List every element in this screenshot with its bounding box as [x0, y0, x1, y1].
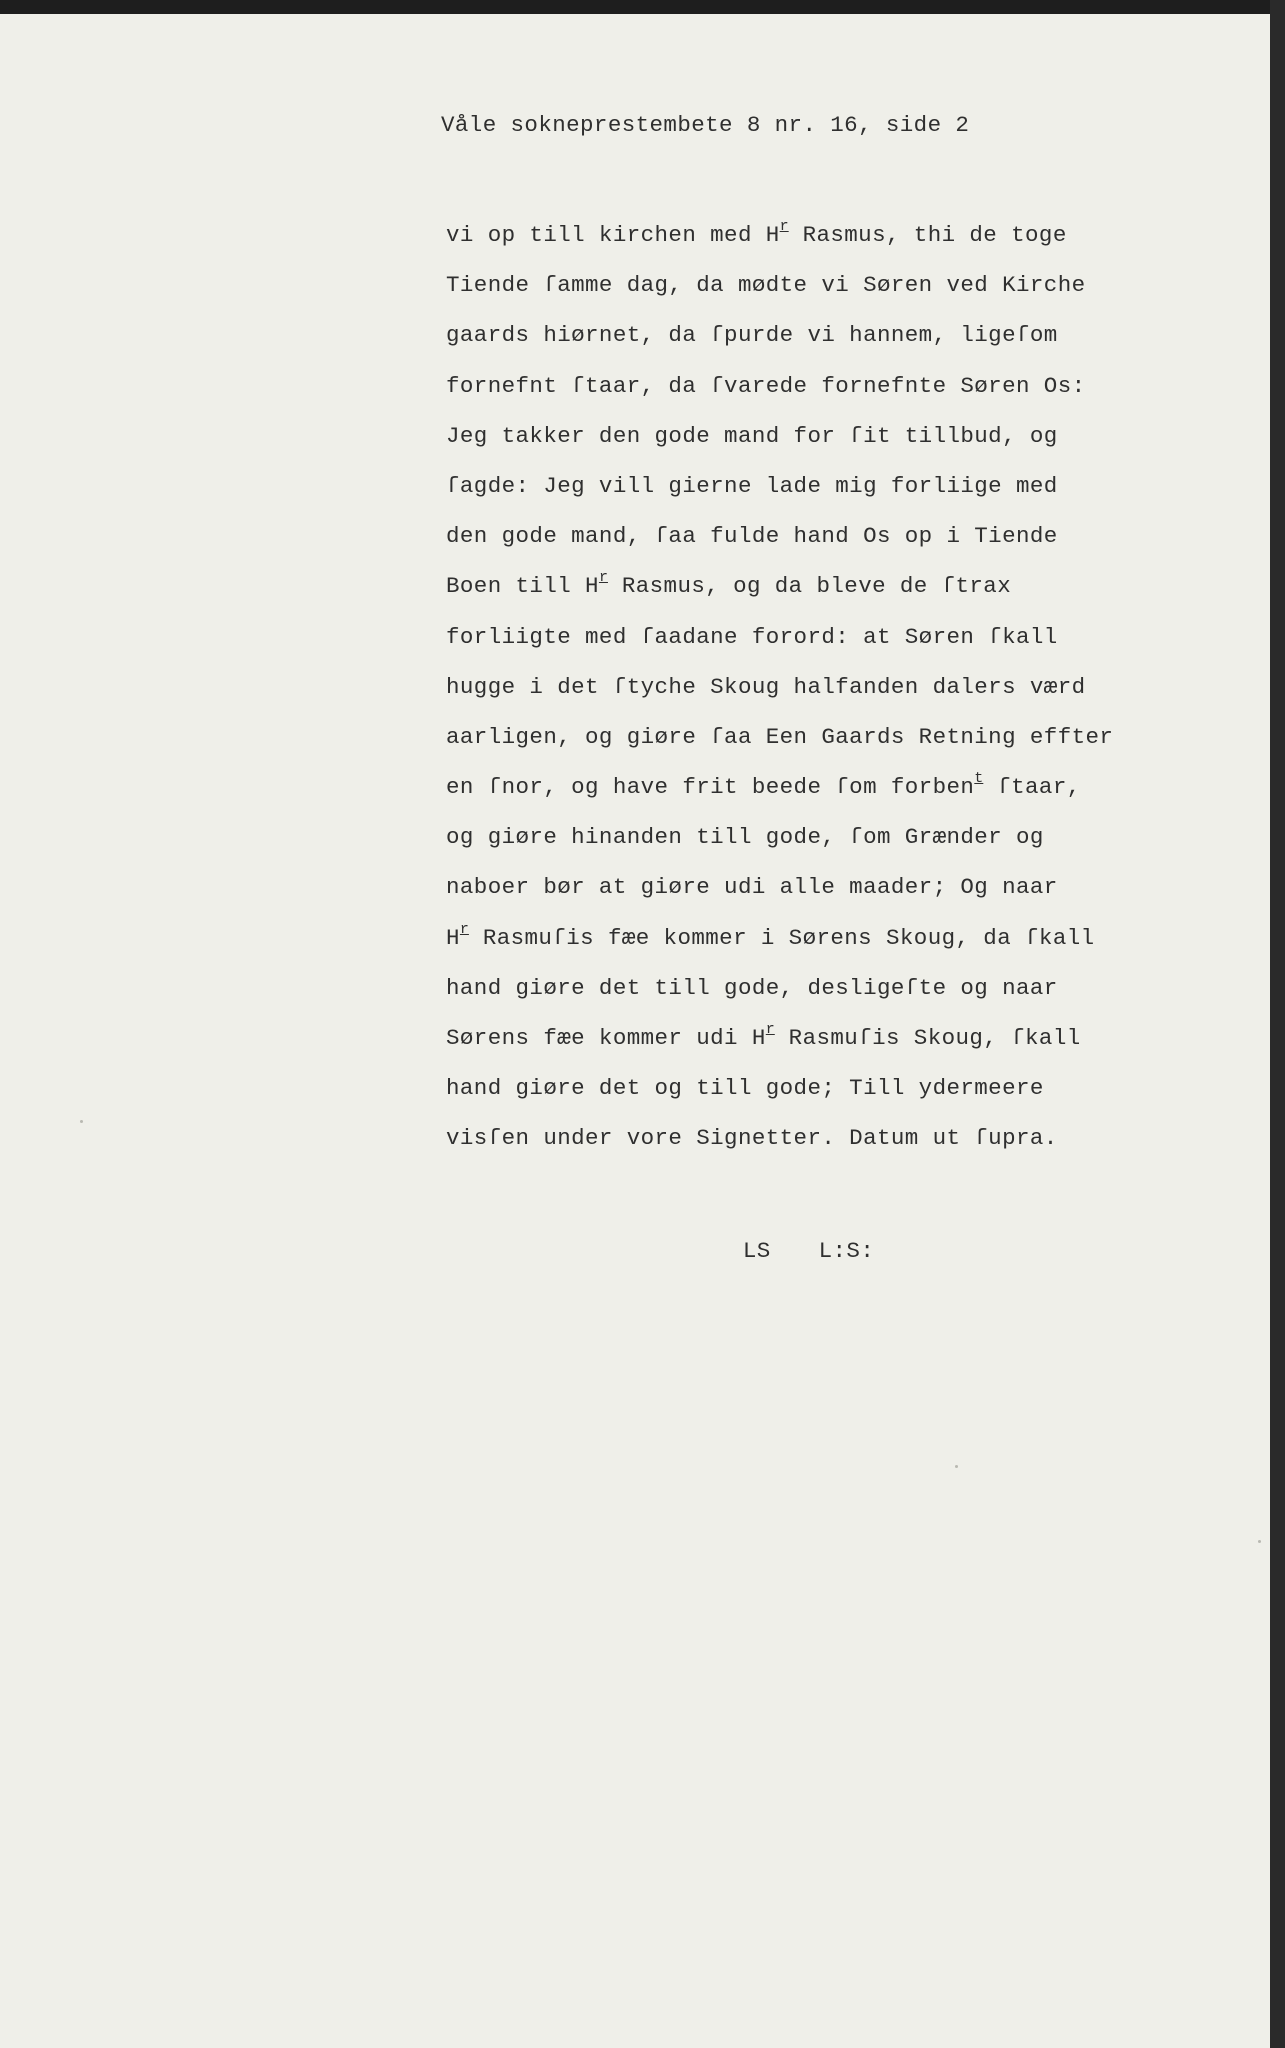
text-line [446, 612, 1113, 662]
text-line [446, 913, 1113, 963]
document-header: Våle sokneprestembete 8 nr. 16, side 2 [441, 112, 970, 138]
scan-edge [1270, 0, 1285, 2048]
text-segment: Rasmuſis fæe kommer i Sørens Skoug, da ſkall [468, 924, 1095, 951]
text-segment: Rasmus, og da bleve de ſtrax [607, 573, 1012, 600]
text-line [446, 461, 1113, 511]
text-segment: H [446, 924, 460, 951]
text-segment: en ſnor, og have frit beede ſom forben [446, 774, 975, 801]
text-segment: Rasmuſis Skoug, ſkall [774, 1025, 1081, 1051]
text-line [446, 862, 1113, 912]
speck [1258, 1540, 1261, 1543]
seal-right: L:S: [818, 1238, 875, 1264]
speck [80, 1120, 83, 1123]
superscript-abbrev: r [765, 1021, 775, 1038]
text-line [446, 762, 1113, 812]
superscript-abbrev: r [459, 920, 469, 938]
text-segment: hugge i det ſtyche Skoug halfanden dalers værd [446, 673, 1086, 700]
text-segment: visſen under vore Signetter. Datum ut ſupra. [446, 1125, 1058, 1152]
seal-left: LS [742, 1238, 771, 1264]
text-segment: den gode mand, ſaa fulde hand Os op i Tiende [446, 523, 1058, 550]
text-segment: Boen till H [446, 573, 599, 600]
text-segment: fornefnt ſtaar, da ſvarede fornefnte Søren Os: [446, 372, 1086, 399]
text-line [446, 1013, 1113, 1063]
text-segment: Rasmus, thi de toge [788, 222, 1067, 248]
text-line [446, 561, 1113, 611]
text-line [446, 662, 1113, 712]
text-line [446, 712, 1113, 762]
text-segment: Sørens fæe kommer udi H [446, 1025, 766, 1051]
text-segment: aarligen, og giøre ſaa Een Gaards Retning effter [446, 723, 1114, 750]
text-line [446, 260, 1113, 310]
text-line [446, 1113, 1113, 1163]
text-line [446, 1063, 1113, 1113]
text-line [446, 210, 1113, 260]
text-segment: Jeg takker den gode mand for ſit tillbud, og [446, 422, 1058, 449]
text-line [446, 310, 1113, 360]
seal-marks [715, 1212, 874, 1264]
text-line [446, 812, 1113, 862]
text-segment: ſtaar, [983, 774, 1081, 801]
text-segment: og giøre hinanden till gode, ſom Grænder og [446, 824, 1044, 851]
text-segment: Tiende ſamme dag, da mødte vi Søren ved Kirche [446, 272, 1086, 299]
superscript-abbrev: t [974, 770, 984, 788]
text-segment: hand giøre det og till gode; Till ydermeere [446, 1075, 1044, 1102]
superscript-abbrev: r [779, 218, 789, 235]
text-segment: ſagde: Jeg vill gierne lade mig forliige med [446, 472, 1058, 499]
text-line [446, 361, 1113, 411]
text-segment: hand giøre det till gode, desligeſte og naar [446, 974, 1058, 1001]
text-line [446, 511, 1113, 561]
text-segment: gaards hiørnet, da ſpurde vi hannem, ligeſom [446, 322, 1058, 349]
superscript-abbrev: r [598, 569, 608, 587]
text-segment: naboer bør at giøre udi alle maader; Og naar [446, 874, 1058, 901]
text-line [446, 963, 1113, 1013]
text-segment: vi op till kirchen med H [446, 222, 780, 248]
text-line [446, 411, 1113, 461]
speck [955, 1465, 958, 1468]
text-segment: forliigte med ſaadane forord: at Søren ſkall [446, 623, 1058, 650]
document-body [446, 210, 1113, 1164]
